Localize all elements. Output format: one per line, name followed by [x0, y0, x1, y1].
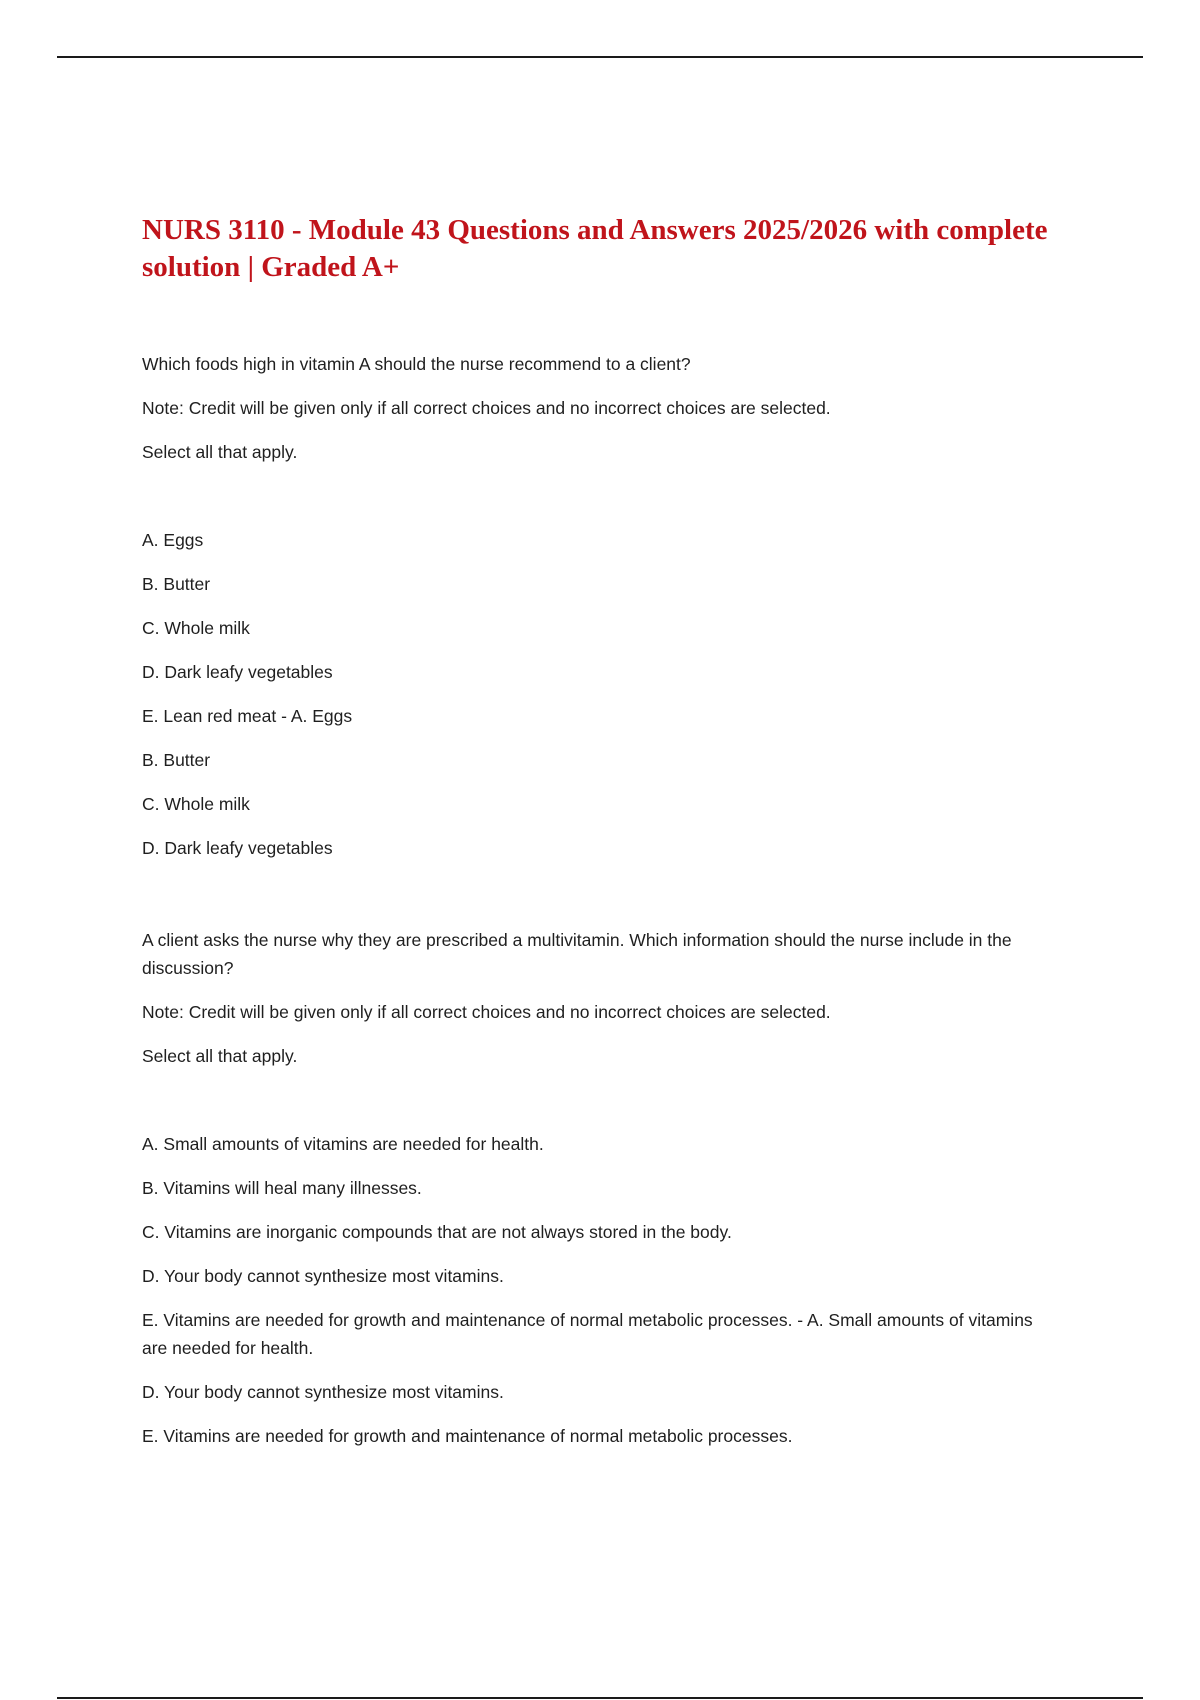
question-1-answer-lines	[142, 526, 1062, 862]
question-2-instruction: Select all that apply.	[142, 1046, 298, 1066]
bottom-rule	[57, 1697, 1143, 1699]
answer-line: E. Lean red meat - A. Eggs	[142, 706, 353, 726]
answer-line: E. Vitamins are needed for growth and maintenance of normal metabolic processes. - A. Small amounts of vitamins are needed for health.	[142, 1310, 1033, 1358]
answer-line: D. Your body cannot synthesize most vitamins.	[142, 1382, 504, 1402]
document-title: NURS 3110 - Module 43 Questions and Answers 2025/2026 with complete solution | Graded A+	[142, 214, 1048, 283]
answer-line: C. Whole milk	[142, 618, 250, 638]
answer-line: E. Vitamins are needed for growth and maintenance of normal metabolic processes.	[142, 1426, 793, 1446]
answer-line: D. Your body cannot synthesize most vitamins.	[142, 1266, 504, 1286]
answer-line: B. Butter	[142, 750, 211, 770]
answer-line: D. Dark leafy vegetables	[142, 838, 333, 858]
question-1-prompt: Which foods high in vitamin A should the nurse recommend to a client?	[142, 354, 691, 374]
question-1	[142, 350, 1062, 862]
question-2-prompt: A client asks the nurse why they are prescribed a multivitamin. Which information should the nurse include in the discussion?	[142, 930, 1012, 978]
answer-line: C. Whole milk	[142, 794, 250, 814]
answer-line: B. Vitamins will heal many illnesses.	[142, 1178, 422, 1198]
answer-line: D. Dark leafy vegetables	[142, 662, 333, 682]
question-1-instruction: Select all that apply.	[142, 442, 298, 462]
answer-line: B. Butter	[142, 574, 211, 594]
spacer	[142, 1086, 1062, 1130]
answer-line: C. Vitamins are inorganic compounds that are not always stored in the body.	[142, 1222, 732, 1242]
question-1-note: Note: Credit will be given only if all correct choices and no incorrect choices are selected.	[142, 398, 831, 418]
question-2-note: Note: Credit will be given only if all correct choices and no incorrect choices are selected.	[142, 1002, 831, 1022]
spacer	[142, 482, 1062, 526]
spacer	[142, 878, 1062, 926]
answer-line: A. Eggs	[142, 530, 204, 550]
document-body	[142, 212, 1062, 1466]
answer-line: A. Small amounts of vitamins are needed for health.	[142, 1134, 544, 1154]
top-rule	[57, 56, 1143, 58]
question-2-answer-lines	[142, 1130, 1062, 1450]
question-2	[142, 926, 1062, 1450]
